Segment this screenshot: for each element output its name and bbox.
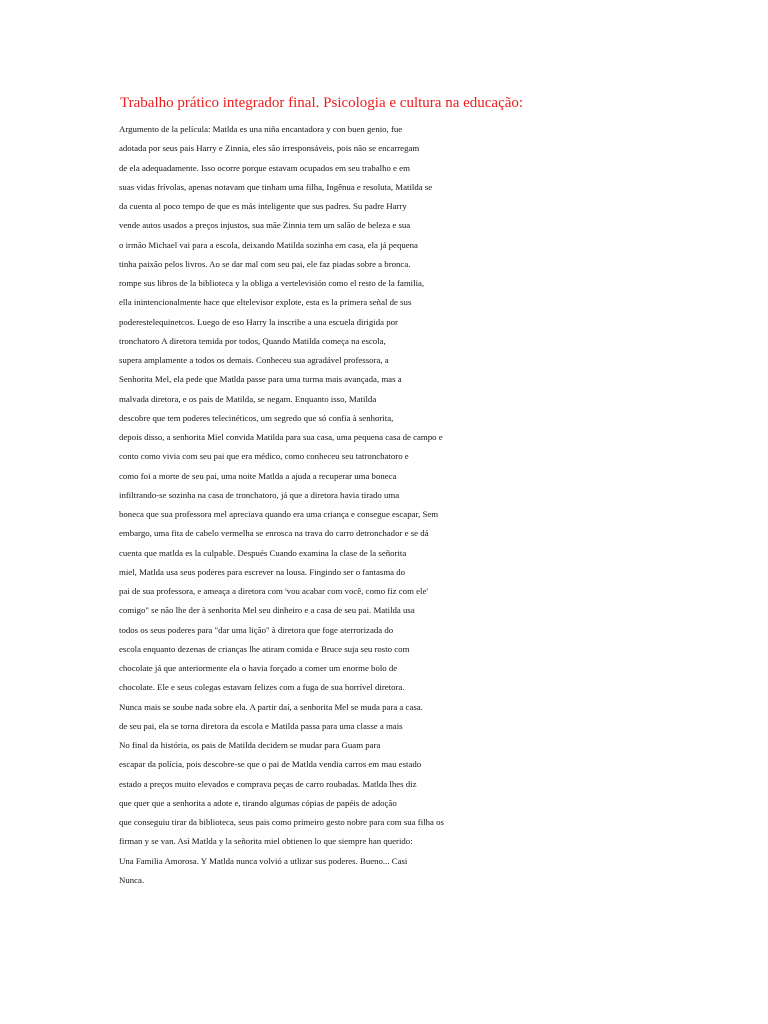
- body-line: de seu pai, ela se torna diretora da escola e Matilda passa para uma classe a mais: [119, 720, 403, 731]
- body-line: conto como vivia com seu pai que era médico, como conheceu seu tatronchatoro e: [119, 451, 409, 462]
- body-line: No final da história, os pais de Matilda decidem se mudar para Guam para: [119, 740, 381, 750]
- body-line: tinha paixão pelos livros. Ao se dar mal com seu pai, ele faz piadas sobre a bronca.: [119, 258, 411, 269]
- body-line: malvada diretora, e os pais de Matilda, se negam. Enquanto isso, Matilda: [119, 393, 377, 404]
- body-line: comigo" se não lhe der à senhorita Mel seu dinheiro e a casa de seu pai. Matilda usa: [119, 605, 415, 616]
- body-line: escola enquanto dezenas de crianças lhe atiram comida e Bruce suja seu rosto com: [119, 643, 410, 654]
- body-line: chocolate já que anteriormente ela o havia forçado a comer um enorme bolo de: [119, 663, 398, 673]
- body-line: boneca que sua professora mel apreciava quando era uma criança e consegue escapar, Sem: [119, 509, 439, 519]
- body-line: todos os seus poderes para "dar uma lição" à diretora que foge aterrorizada do: [119, 624, 394, 635]
- body-line: depois disso, a senhorita Miel convida Matilda para sua casa, uma pequena casa de campo e: [119, 432, 443, 442]
- body-line: que quer que a senhorita a adote e, tirando algumas cópias de papéis de adoção: [119, 797, 397, 808]
- body-line: escapar da polícia, pois descobre-se que o pai de Matlda vendia carros em mau estado: [119, 759, 422, 770]
- body-line: suas vidas frívolas, apenas notavam que tinham uma filha, Ingênua e resoluta, Matilda se: [119, 181, 433, 192]
- body-line: estado a preços muito elevados e comprava peças de carro roubadas. Matlda lhes diz: [119, 778, 417, 789]
- body-line: pai de sua professora, e ameaça a diretora com 'vou acabar com você, como fiz com ele': [119, 586, 428, 596]
- body-line: descobre que tem poderes telecinéticos, um segredo que só confia à senhorita,: [119, 412, 394, 423]
- body-line: firman y se van. Así Matlda y la señorita miel obtienen lo que siempre han querido:: [119, 836, 413, 847]
- body-line: rompe sus libros de la biblioteca y la obliga a vertelevisión como el resto de la familia,: [119, 278, 425, 288]
- body-line: que conseguiu tirar da biblioteca, seus pais como primeiro gesto nobre para com sua filha os: [119, 817, 444, 827]
- body-line: ella inintencionalmente hace que eltelevisor explote, esta es la primera señal de sus: [119, 297, 412, 308]
- body-line: cuenta que matlda es la culpable. Después Cuando examina la clase de la señorita: [119, 547, 407, 558]
- body-line: tronchatoro A diretora temida por todos, Quando Matilda começa na escola,: [119, 335, 386, 346]
- body-line: da cuenta al poco tempo de que es más inteligente que sus padres. Su padre Harry: [119, 201, 407, 211]
- body-line: miel, Matlda usa seus poderes para escrever na lousa. Fingindo ser o fantasma do: [119, 566, 406, 577]
- body-line: supera amplamente a todos os demais. Conheceu sua agradável professora, a: [119, 355, 389, 365]
- body-line: Nunca.: [119, 874, 145, 885]
- body-line: Argumento de la película: Matlda es una niña encantadora y con buen genio, fue: [119, 124, 403, 134]
- body-line: chocolate. Ele e seus colegas estavam felizes com a fuga de sua horrível diretora.: [119, 682, 405, 693]
- body-line: Nunca mais se soube nada sobre ela. A partir daí, a senhorita Mel se muda para a casa.: [119, 701, 423, 712]
- body-line: adotada por seus pais Harry e Zinnia, eles são irresponsáveis, pois não se encarregam: [119, 143, 420, 154]
- body-line: infiltrando-se sozinha na casa de tronchatoro, já que a diretora havia tirado uma: [119, 489, 400, 500]
- body-line: de ela adequadamente. Isso ocorre porque estavam ocupados em seu trabalho e em: [119, 162, 410, 173]
- body-line: vende autos usados a preços injustos, sua mãe Zinnia tem um salão de beleza e sua: [119, 220, 411, 231]
- document-title: Trabalho prático integrador final. Psicologia e cultura na educação:: [120, 95, 524, 111]
- body-line: Senhorita Mel, ela pede que Matlda passe para uma turma mais avançada, mas a: [119, 374, 402, 385]
- body-line: o irmão Michael vai para a escola, deixando Matilda sozinha em casa, ela já pequena: [119, 239, 418, 250]
- body-line: embargo, uma fita de cabelo vermelha se enrosca na trava do carro detronchador e se dá: [119, 528, 429, 539]
- body-line: poderestelequinetcos. Luego de eso Harry la inscribe a una escuela dirigida por: [119, 316, 398, 327]
- document-body: [119, 120, 679, 890]
- body-line: Una Familia Amorosa. Y Matlda nunca volvió a utlizar sus poderes. Bueno... Casi: [119, 855, 408, 866]
- body-line: como foi a morte de seu pai, uma noite Matlda a ajuda a recuperar uma boneca: [119, 470, 397, 481]
